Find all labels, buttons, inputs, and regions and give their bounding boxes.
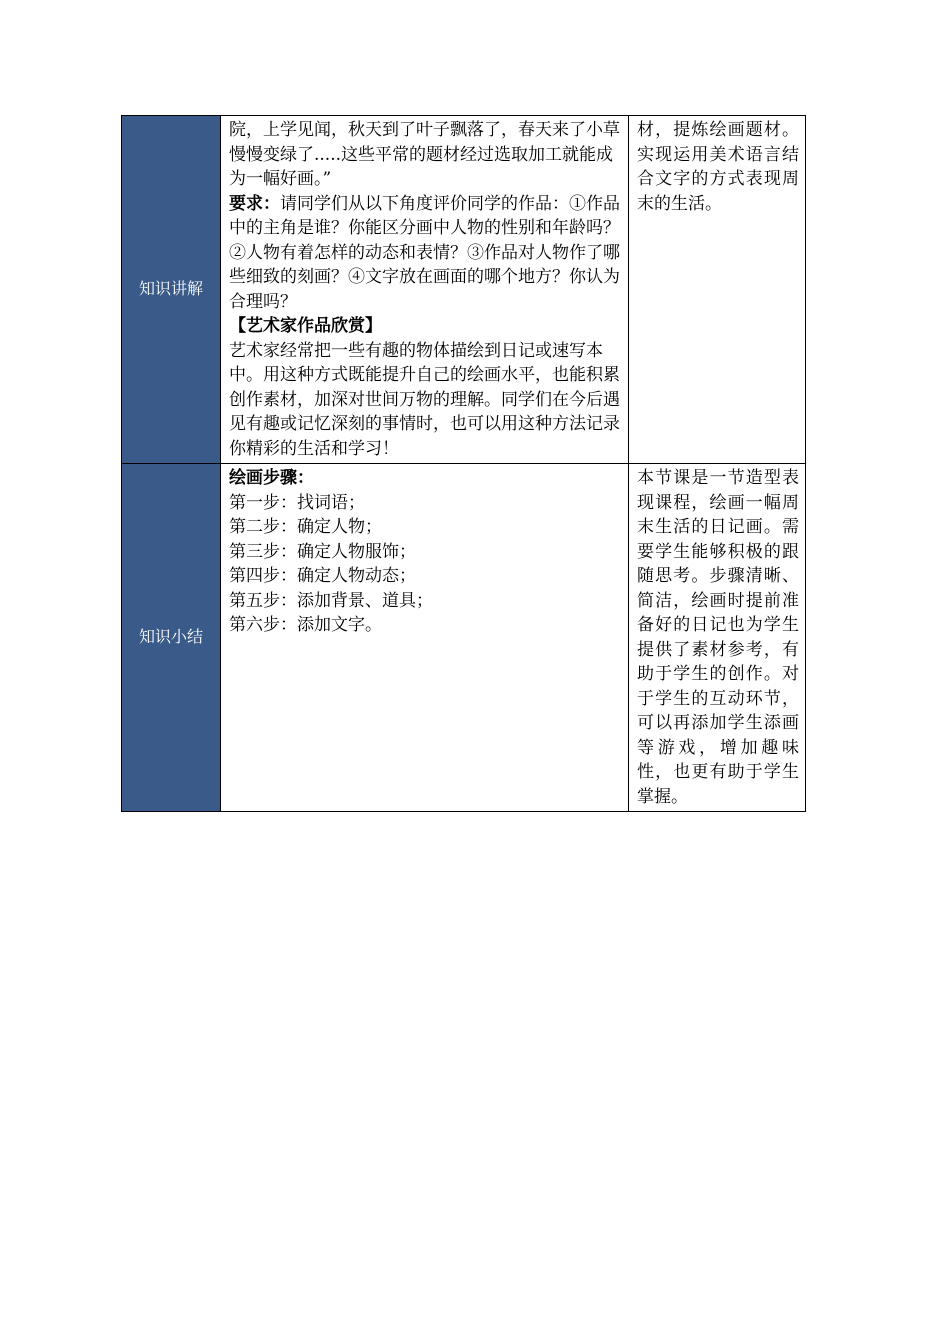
requirement-label: 要求： [229, 193, 280, 214]
steps-title: 绘画步骤： [229, 468, 314, 488]
artist-appreciation-heading: 【艺术家作品欣赏】 [229, 316, 382, 336]
notes-cell-knowledge-explanation: 材，提炼绘画题材。实现运用美术语言结合文字的方式表现周末的生活。 [629, 116, 806, 464]
requirement-text: 请同学们从以下角度评价同学的作品：①作品中的主角是谁？你能区分画中人物的性别和年龄吗？②人物有着怎样的动态和表情？③作品对人物作了哪些细致的刻画？④文字放在画面的哪个地方？你认为合理吗？ [229, 193, 620, 312]
step-item-1: 第一步：找词语； [229, 492, 365, 513]
intro-paragraph: 院，上学见闻，秋天到了叶子飘落了，春天来了小草慢慢变绿了.....这些平常的题材经过选取加工就能成为一幅好画。” [229, 120, 620, 189]
requirement-paragraph [229, 192, 622, 315]
lesson-table [121, 115, 806, 812]
step-item-6: 第六步：添加文字。 [229, 615, 382, 635]
step-item-4: 第四步：确定人物动态； [229, 566, 416, 586]
artist-appreciation-paragraph: 艺术家经常把一些有趣的物体描绘到日记或速写本中。用这种方式既能提升自己的绘画水平，也能积累创作素材，加深对世间万物的理解。同学们在今后遇见有趣或记忆深刻的事情时，也可以用这种方法记录你精彩的生活和学习！ [229, 340, 620, 459]
table-row-knowledge-explanation [122, 116, 806, 464]
table-row-knowledge-summary [122, 464, 806, 812]
content-cell-knowledge-summary [221, 464, 629, 812]
row-label-knowledge-summary: 知识小结 [122, 464, 221, 812]
row-label-knowledge-explanation: 知识讲解 [122, 116, 221, 464]
step-item-5: 第五步：添加背景、道具； [229, 590, 433, 611]
content-cell-knowledge-explanation [221, 116, 629, 464]
step-item-2: 第二步：确定人物； [229, 517, 382, 537]
step-item-3: 第三步：确定人物服饰； [229, 541, 416, 562]
notes-cell-knowledge-summary: 本节课是一节造型表现课程，绘画一幅周末生活的日记画。需要学生能够积极的跟随思考。步骤清晰、简洁，绘画时提前准备好的日记也为学生提供了素材参考，有助于学生的创作。对于学生的互动环节，可以再添加学生添画等游戏，增加趣味性，也更有助于学生掌握。 [629, 464, 806, 812]
